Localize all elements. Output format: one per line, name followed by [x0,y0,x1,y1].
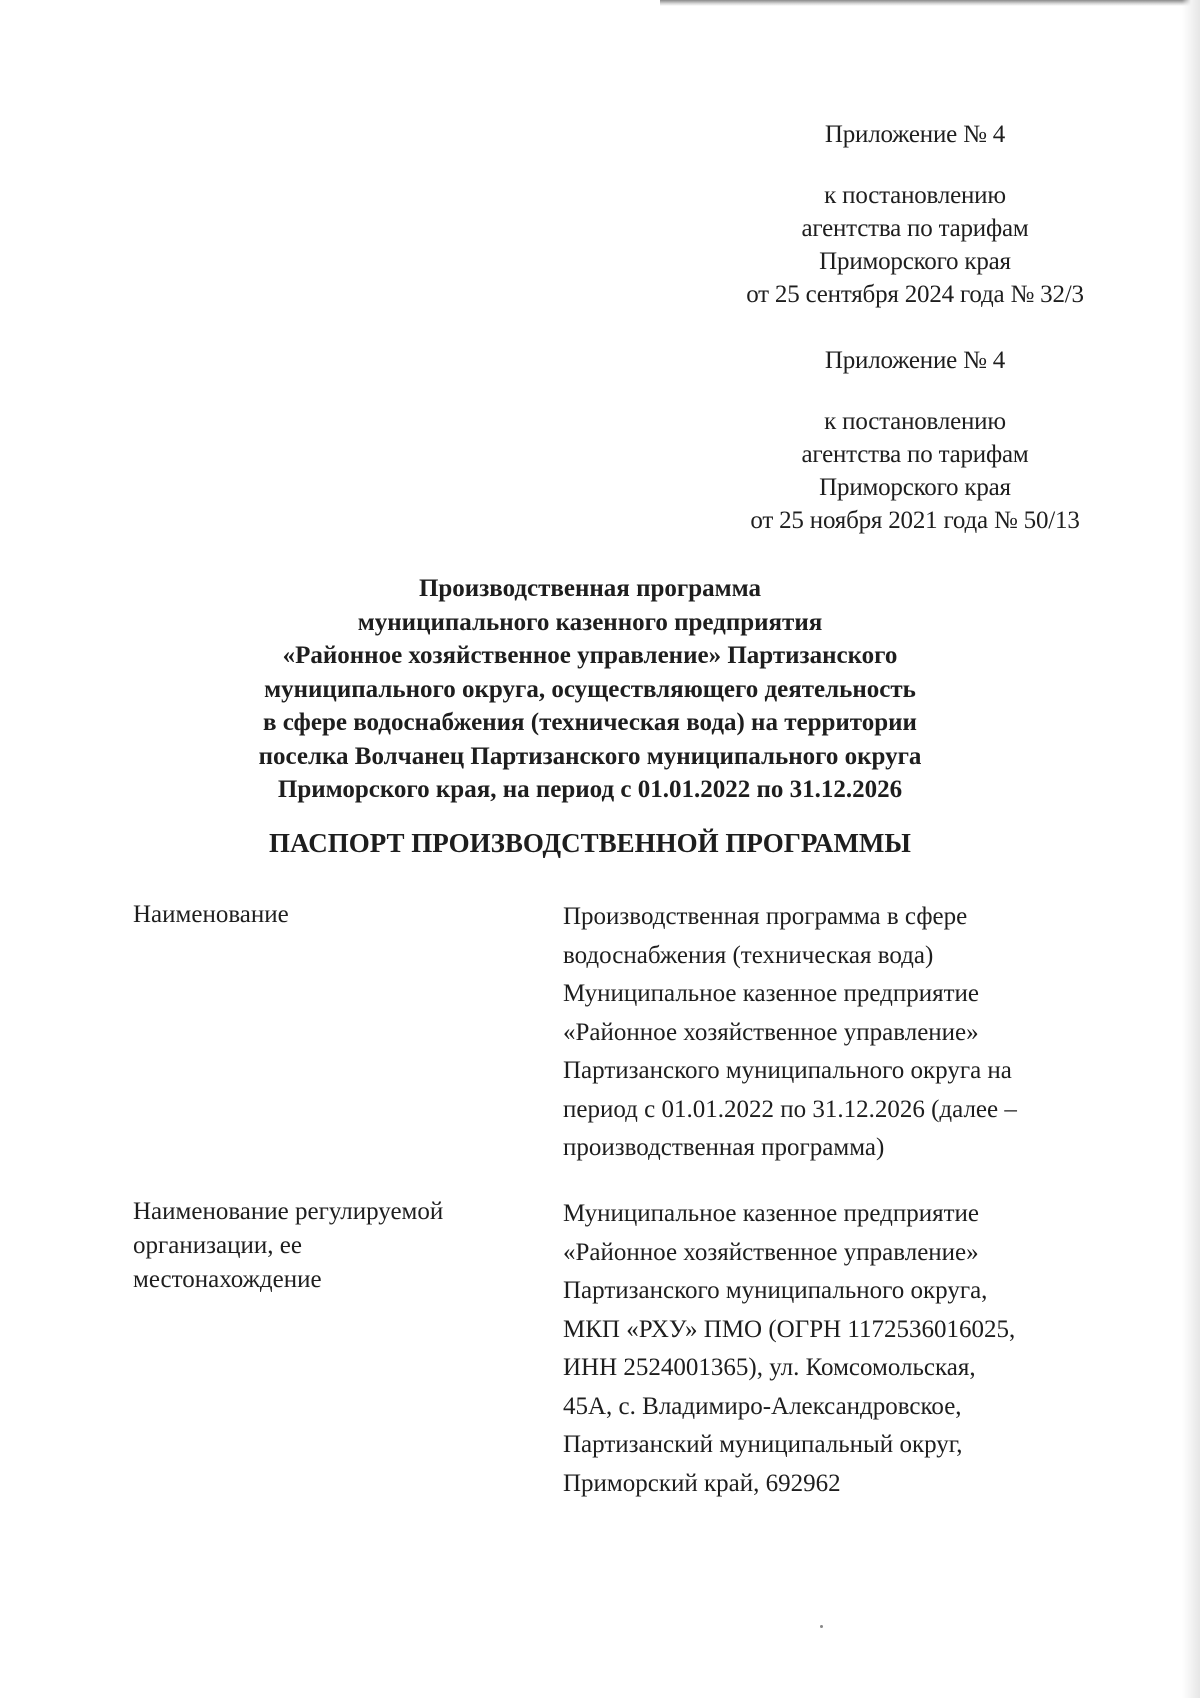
program-title-line: в сфере водоснабжения (техническая вода) на территории [263,709,917,736]
scan-edge-right [1182,0,1200,1698]
program-title-line: поселка Волчанец Партизанского муниципального округа [258,742,922,770]
row-value-line: Муниципальное казенное предприятие [563,980,979,1007]
annex-header-original [705,344,1125,537]
program-title-line: «Районное хозяйственное управление» Партизанского [282,642,898,669]
row-value-line: Муниципальное казенное предприятие [563,1200,979,1227]
row-value-line: период с 01.01.2022 по 31.12.2026 (далее – [563,1095,1017,1123]
annex-line: Приморского края [819,248,1011,275]
row-label-line: Наименование [133,901,289,928]
annex-line: к постановлению [824,182,1006,209]
program-title-line: Производственная программа [418,575,762,602]
row-value-line: МКП «РХУ» ПМО (ОГРН 1172536016025, [563,1315,1016,1343]
annex-date-line: от 25 сентября 2024 года № 32/3 [746,281,1084,308]
annex-gap [705,151,1125,179]
program-title-line: муниципального казенного предприятия [357,608,823,636]
program-title-line: муниципального округа, осуществляющего деятельность [264,675,916,703]
annex-line: агентства по тарифам [801,441,1029,468]
row-label-line: местонахождение [133,1266,322,1293]
row-value-line: Партизанского муниципального округа на [563,1057,1012,1084]
annex-line: Приморского края [819,474,1011,501]
row-value-line: Производственная программа в сфере [563,903,968,930]
row-value-line: «Районное хозяйственное управление» [563,1018,979,1046]
row-label-line: Наименование регулируемой [133,1198,444,1225]
passport-heading: ПАСПОРТ ПРОИЗВОДСТВЕННОЙ ПРОГРАММЫ [269,828,911,858]
row-label [133,1195,533,1297]
row-value [563,1195,1083,1503]
row-value-line: Приморский край, 692962 [563,1469,841,1497]
annex-number: Приложение № 4 [824,347,1006,374]
row-value [563,898,1083,1168]
program-title [170,572,1010,807]
row-value-line: ИНН 2524001365), ул. Комсомольская, [563,1354,976,1381]
annex-line: агентства по тарифам [801,215,1029,242]
annex-date-line: от 25 ноября 2021 года № 50/13 [750,507,1080,534]
row-value-line: Партизанский муниципальный округ, [563,1431,963,1458]
row-value-line: Партизанского муниципального округа, [563,1277,988,1304]
annex-gap [705,377,1125,405]
row-value-line: водоснабжения (техническая вода) [563,941,934,969]
scan-speck [820,1625,823,1628]
annex-line: к постановлению [824,408,1006,435]
row-label-line: организации, ее [133,1232,302,1259]
annex-header-current [705,118,1125,311]
annex-number: Приложение № 4 [824,121,1006,148]
row-value-line: 45А, с. Владимиро-Александровское, [563,1392,962,1420]
program-title-line: Приморского края, на период с 01.01.2022 по 31.12.2026 [277,776,903,803]
row-label [133,898,533,932]
row-value-line: производственная программа) [563,1134,885,1161]
row-value-line: «Районное хозяйственное управление» [563,1238,979,1266]
scan-edge-top [660,0,1200,6]
